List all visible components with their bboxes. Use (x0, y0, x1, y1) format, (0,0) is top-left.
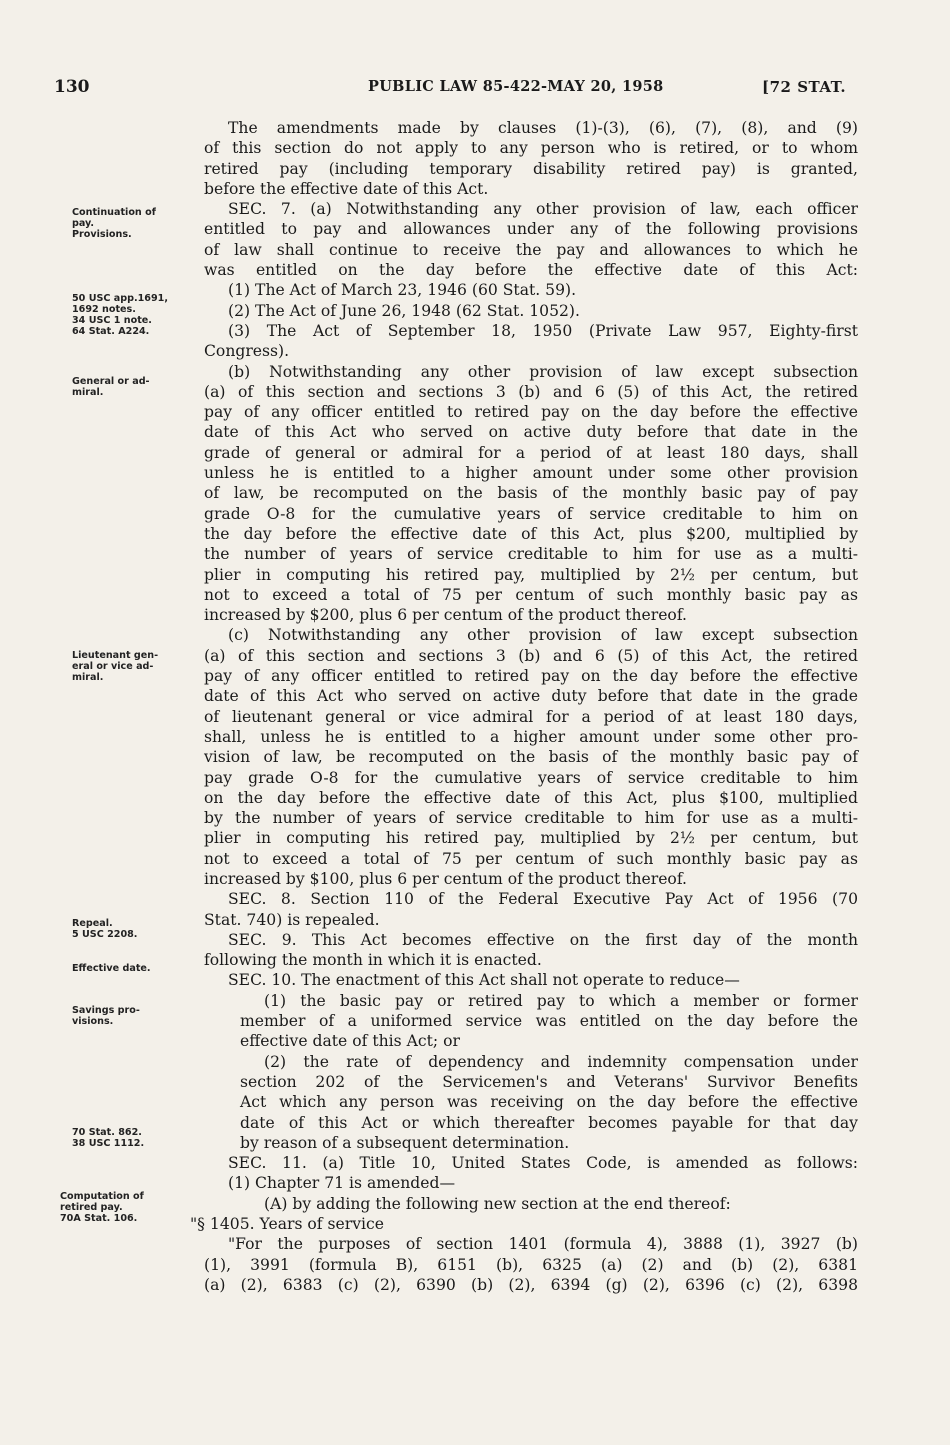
text-line: Stat. 740) is repealed. (204, 910, 380, 929)
text-line: (a) of this section and sections 3 (b) and 6 (5) of this Act, the retired (204, 382, 858, 401)
text-line: "For the purposes of section 1401 (formula 4), 3888 (1), 3927 (b) (228, 1235, 858, 1254)
text-line: retired pay (including temporary disability retired pay) is granted, (204, 159, 858, 178)
text-line: Act which any person was receiving on the day before the effective (240, 1093, 858, 1112)
text-line: plier in computing his retired pay, multiplied by 2½ per centum, but (204, 565, 858, 584)
text-line: entitled to pay and allowances under any of the following provisions (204, 220, 858, 239)
text-line: pay of any officer entitled to retired pay on the day before the effective (204, 667, 858, 686)
section-heading: "§ 1405. Years of service (190, 1215, 384, 1234)
text-line: (3) The Act of September 18, 1950 (Private Law 957, Eighty-first (228, 321, 858, 340)
text-line: of law, be recomputed on the basis of the monthly basic pay of pay (204, 484, 858, 503)
volume-reference: [72 STAT. (762, 78, 847, 96)
text-line: effective date of this Act; or (240, 1032, 460, 1051)
text-line: by the number of years of service creditable to him for use as a multi- (204, 809, 858, 828)
text-line: not to exceed a total of 75 per centum of such monthly basic pay as (204, 585, 858, 604)
text-line: date of this Act or which thereafter becomes payable for that day (240, 1113, 858, 1132)
text-line: plier in computing his retired pay, multiplied by 2½ per centum, but (204, 829, 858, 848)
text-line: (a) (2), 6383 (c) (2), 6390 (b) (2), 6394 (g) (2), 6396 (c) (2), 6398 (204, 1275, 858, 1294)
margin-note-stat-citation: 70 Stat. 862. 38 USC 1112. (72, 1127, 145, 1149)
text-line: SEC. 9. This Act becomes effective on the first day of the month (228, 930, 858, 949)
margin-note-continuation-of-pay: Continuation of pay. Provisions. (72, 207, 156, 240)
margin-note-repeal: Repeal. 5 USC 2208. (72, 918, 138, 940)
text-line: The amendments made by clauses (1)-(3), (6), (7), (8), and (9) (228, 119, 858, 137)
text-line: following the month in which it is enacted. (204, 951, 542, 970)
text-line: of law shall continue to receive the pay and allowances to which he (204, 240, 858, 259)
text-line: (1), 3991 (formula B), 6151 (b), 6325 (a) (2) and (b) (2), 6381 (204, 1255, 858, 1274)
text-line: shall, unless he is entitled to a higher amount under some other pro- (204, 727, 858, 746)
text-line: vision of law, be recomputed on the basis of the monthly basic pay of (204, 748, 858, 767)
text-line: (2) The Act of June 26, 1948 (62 Stat. 1052). (228, 301, 580, 320)
text-line: on the day before the effective date of this Act, plus $100, multiplied (204, 788, 858, 807)
text-line: before the effective date of this Act. (204, 179, 489, 198)
text-line: the number of years of service creditable to him for use as a multi- (204, 545, 858, 564)
page-number: 130 (54, 77, 90, 97)
text-line: member of a uniformed service was entitled on the day before the (240, 1012, 858, 1031)
text-line: SEC. 10. The enactment of this Act shall not operate to reduce— (228, 971, 740, 990)
text-line: by reason of a subsequent determination. (240, 1133, 570, 1152)
text-line: (1) The Act of March 23, 1946 (60 Stat. 59). (228, 281, 577, 300)
margin-note-effective-date: Effective date. (72, 963, 151, 974)
text-line: (a) of this section and sections 3 (b) and 6 (5) of this Act, the retired (204, 646, 858, 665)
margin-note-lieutenant-general: Lieutenant gen- eral or vice ad- miral. (72, 650, 159, 683)
margin-note-computation-retired-pay: Computation of retired pay. 70A Stat. 106. (60, 1191, 144, 1224)
text-line: (c) Notwithstanding any other provision of law except subsection (228, 626, 858, 645)
text-line: (1) the basic pay or retired pay to which a member or former (264, 991, 858, 1010)
margin-note-savings-provisions: Savings pro- visions. (72, 1005, 140, 1027)
text-line: of lieutenant general or vice admiral for a period of at least 180 days, (204, 707, 858, 726)
margin-note-citations: 50 USC app.1691, 1692 notes. 34 USC 1 note. 64 Stat. A224. (72, 293, 168, 337)
text-line: increased by $100, plus 6 per centum of the product thereof. (204, 869, 687, 888)
text-line: SEC. 8. Section 110 of the Federal Executive Pay Act of 1956 (70 (228, 890, 858, 909)
text-line: SEC. 11. (a) Title 10, United States Code, is amended as follows: (228, 1154, 858, 1173)
text-line: SEC. 7. (a) Notwithstanding any other provision of law, each officer (228, 200, 858, 219)
text-line: (b) Notwithstanding any other provision of law except subsection (228, 362, 858, 381)
text-line: the day before the effective date of this Act, plus $200, multiplied by (204, 524, 858, 543)
text-line: (1) Chapter 71 is amended— (228, 1174, 456, 1193)
statute-text (190, 118, 858, 1295)
text-line: unless he is entitled to a higher amount under some other provision (204, 464, 858, 483)
text-line: grade of general or admiral for a period of at least 180 days, shall (204, 443, 858, 462)
text-line: grade O-8 for the cumulative years of service creditable to him on (204, 504, 858, 523)
text-line: pay of any officer entitled to retired pay on the day before the effective (204, 403, 858, 422)
text-line: (2) the rate of dependency and indemnity compensation under (264, 1052, 858, 1071)
text-line: date of this Act who served on active duty before that date in the grade (204, 687, 858, 706)
text-line: of this section do not apply to any person who is retired, or to whom (204, 139, 858, 158)
text-line: was entitled on the day before the effective date of this Act: (204, 261, 858, 280)
running-title: PUBLIC LAW 85-422-MAY 20, 1958 (368, 78, 664, 95)
text-line: increased by $200, plus 6 per centum of the product thereof. (204, 606, 687, 625)
margin-note-general-or-admiral: General or ad- miral. (72, 376, 150, 398)
text-line: not to exceed a total of 75 per centum of such monthly basic pay as (204, 849, 858, 868)
text-line: section 202 of the Servicemen's and Veterans' Survivor Benefits (240, 1072, 858, 1091)
text-line: Congress). (204, 342, 290, 361)
text-line: (A) by adding the following new section at the end thereof: (264, 1194, 731, 1213)
text-line: pay grade O-8 for the cumulative years of service creditable to him (204, 768, 858, 787)
text-line: date of this Act who served on active duty before that date in the (204, 423, 858, 442)
